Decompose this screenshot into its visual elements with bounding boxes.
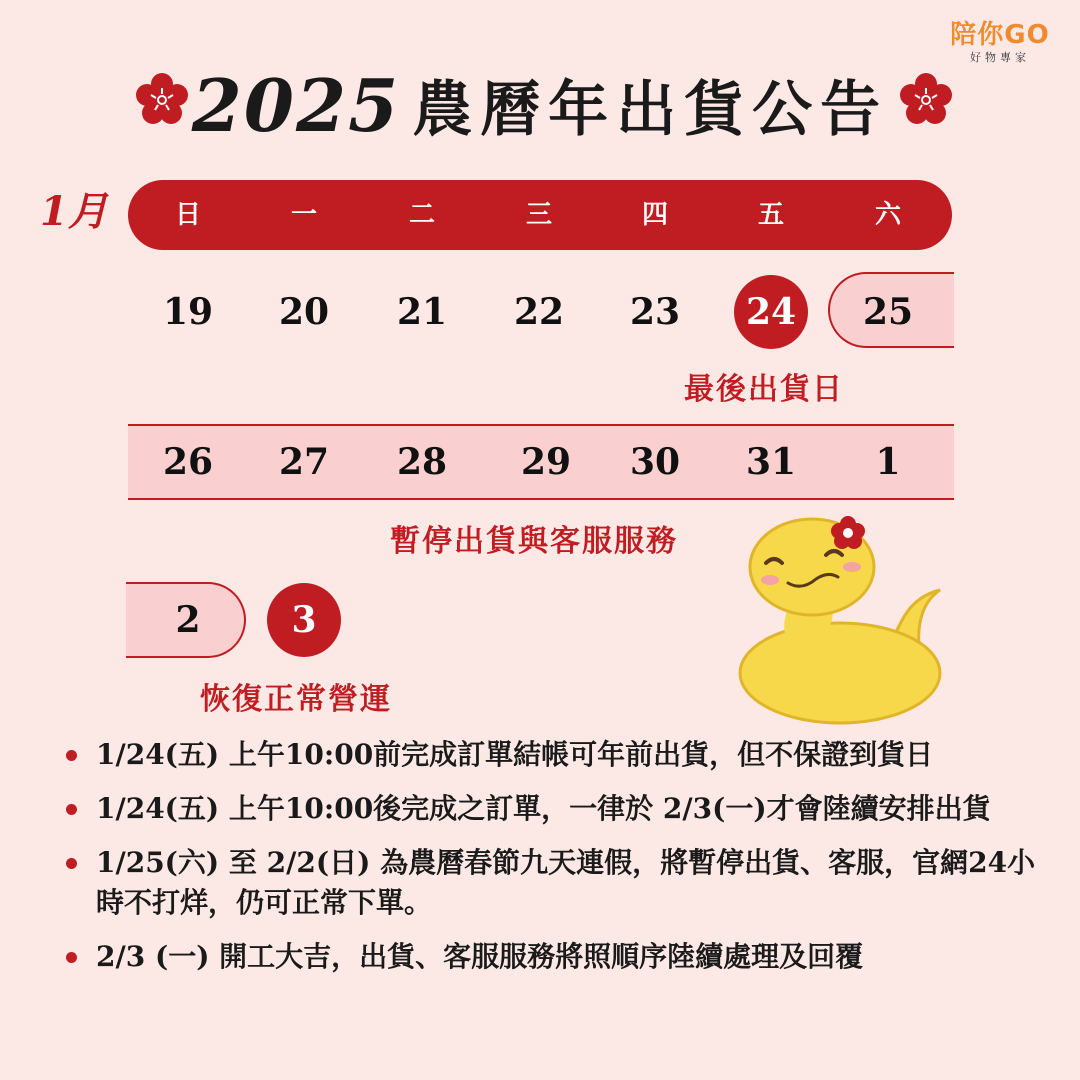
bullet-icon [66, 858, 77, 869]
notice-text: 1/24(五) 上午10:00前完成訂單結帳可年前出貨，但不保證到貨日 [96, 738, 934, 771]
bullet-icon [66, 804, 77, 815]
calendar-day: 31 [745, 441, 797, 483]
last-shipping-day: 24 [734, 275, 808, 349]
calendar-day: 2 [175, 599, 201, 641]
list-item [60, 843, 1050, 923]
calendar-day: 30 [629, 441, 681, 483]
calendar-day: 25 [862, 291, 914, 333]
brand-tagline: 好物專家 [970, 51, 1030, 64]
resume-note: 恢復正常營運 [200, 682, 392, 717]
calendar-day: 19 [162, 291, 214, 333]
holiday-note: 暫停出貨與客服服務 [390, 524, 678, 559]
weekday-tue: 二 [408, 200, 435, 230]
calendar-day: 28 [396, 441, 448, 483]
title-year: 2025 [191, 62, 401, 148]
notice-list [60, 735, 1050, 991]
calendar-day: 23 [629, 291, 681, 333]
list-item [60, 937, 1050, 977]
weekday-fri: 五 [757, 200, 784, 230]
weekday-thu: 四 [641, 200, 668, 230]
calendar-day: 26 [162, 441, 214, 483]
notice-text: 1/24(五) 上午10:00後完成之訂單，一律於 2/3(一)才會陸續安排出貨 [96, 792, 991, 825]
calendar-day: 22 [513, 291, 565, 333]
calendar-day: 1 [875, 441, 901, 483]
weekday-sun: 日 [174, 200, 201, 230]
month-label: 1月 [40, 188, 108, 235]
last-shipping-note: 最後出貨日 [684, 372, 844, 407]
weekday-mon: 一 [290, 200, 317, 230]
list-item [60, 789, 1050, 829]
page-title [150, 55, 930, 155]
notice-text: 1/25(六) 至 2/2(日) 為農曆春節九天連假，將暫停出貨、客服，官網24小時不打烊，仍可正常下單。 [96, 846, 1036, 919]
calendar-day: 27 [278, 441, 330, 483]
calendar-day: 29 [520, 441, 572, 483]
bullet-icon [66, 952, 77, 963]
weekday-header [128, 180, 952, 250]
resume-day: 3 [267, 583, 341, 657]
calendar-day: 21 [396, 291, 448, 333]
calendar-day: 20 [278, 291, 330, 333]
weekday-sat: 六 [874, 200, 901, 230]
list-item [60, 735, 1050, 775]
snake-mascot [730, 505, 960, 735]
brand-logo [940, 20, 1060, 80]
brand-name: 陪你GO [950, 20, 1050, 50]
title-text: 農曆年出貨公告 [412, 75, 889, 145]
notice-text: 2/3 (一) 開工大吉，出貨、客服服務將照順序陸續處理及回覆 [96, 940, 864, 973]
bullet-icon [66, 750, 77, 761]
weekday-wed: 三 [525, 200, 552, 230]
